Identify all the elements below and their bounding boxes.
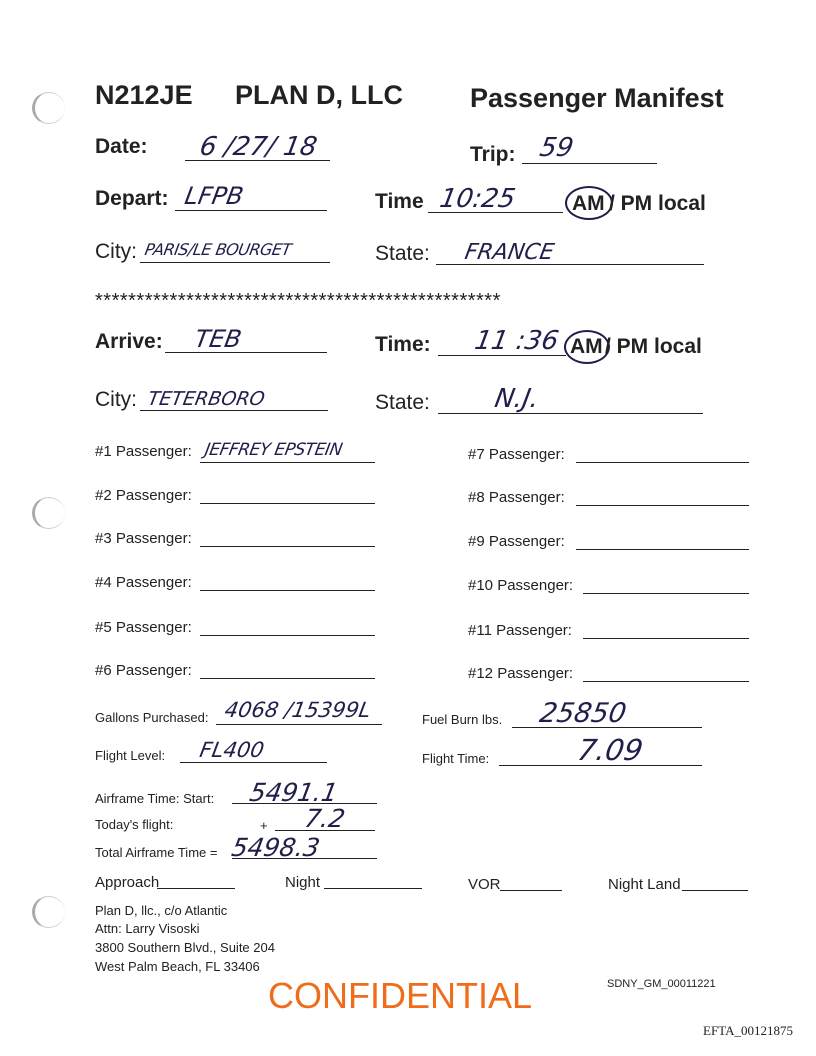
passenger-6-label: #6 Passenger: <box>95 662 192 679</box>
passenger-3-line <box>200 546 375 547</box>
arrive-value: TEB <box>192 325 244 353</box>
arrive-state-line <box>438 413 703 414</box>
depart-city-label: City: <box>95 240 137 263</box>
passenger-11-line <box>583 638 749 639</box>
todays-flight-plus: + <box>260 818 268 833</box>
passenger-4-label: #4 Passenger: <box>95 574 192 591</box>
address-line-4: West Palm Beach, FL 33406 <box>95 959 260 974</box>
trip-value: 59 <box>537 133 576 163</box>
binder-hole-middle <box>32 497 65 529</box>
trip-line <box>522 163 657 164</box>
arrive-am: AM <box>570 335 603 358</box>
depart-label: Depart: <box>95 187 169 210</box>
date-label: Date: <box>95 135 148 158</box>
depart-state-label: State: <box>375 242 430 265</box>
passenger-7-line <box>576 462 749 463</box>
flight-level-label: Flight Level: <box>95 748 166 763</box>
address-line-2: Attn: Larry Visoski <box>95 921 200 936</box>
passenger-1-value: JEFFREY EPSTEIN <box>203 440 344 460</box>
fuel-burn-value: 25850 <box>537 698 629 729</box>
flight-level-line <box>180 762 327 763</box>
gallons-line <box>216 724 382 725</box>
depart-city-value: PARIS/LE BOURGET <box>143 240 293 259</box>
airframe-start-label: Airframe Time: Start: <box>95 791 215 806</box>
company-name: PLAN D, LLC <box>235 80 403 110</box>
arrive-state-label: State: <box>375 391 430 414</box>
airframe-start-value: 5491.1 <box>247 778 341 807</box>
depart-am: AM <box>572 192 605 215</box>
binder-hole-bottom <box>32 896 65 928</box>
todays-flight-value: 7.2 <box>302 804 348 833</box>
passenger-1-line <box>200 462 375 463</box>
binder-hole-top <box>32 92 65 124</box>
arrive-pm-local: / PM local <box>605 335 702 358</box>
depart-pm-local: / PM local <box>609 192 706 215</box>
gallons-value: 4068 /15399L <box>222 698 373 722</box>
passenger-9-line <box>576 549 749 550</box>
passenger-12-label: #12 Passenger: <box>468 665 574 682</box>
flight-time-label: Flight Time: <box>422 751 490 766</box>
vor-label: VOR <box>468 876 501 893</box>
arrive-city-line <box>140 410 328 411</box>
approach-label: Approach <box>95 874 160 891</box>
depart-value: LFPB <box>182 182 246 210</box>
passenger-10-label: #10 Passenger: <box>468 577 574 594</box>
depart-time-label: Time <box>375 190 424 213</box>
passenger-12-line <box>583 681 749 682</box>
night-line <box>324 888 422 889</box>
trip-label: Trip: <box>470 143 516 166</box>
night-label: Night <box>285 874 321 891</box>
passenger-6-line <box>200 678 375 679</box>
passenger-11-label: #11 Passenger: <box>468 622 572 639</box>
confidential-stamp: CONFIDENTIAL <box>268 975 533 1016</box>
passenger-2-line <box>200 503 375 504</box>
bates-number: SDNY_GM_00011221 <box>607 978 716 990</box>
efta-number: EFTA_00121875 <box>703 1023 793 1038</box>
arrive-label: Arrive: <box>95 330 163 353</box>
address-line-3: 3800 Southern Blvd., Suite 204 <box>95 940 275 955</box>
depart-state-value: FRANCE <box>462 240 556 265</box>
arrive-state-value: N.J. <box>492 384 542 414</box>
arrive-city-label: City: <box>95 388 137 411</box>
separator-stars: ************************************************* <box>95 290 501 312</box>
document-title: Passenger Manifest <box>470 83 724 113</box>
passenger-3-label: #3 Passenger: <box>95 530 192 547</box>
approach-line <box>157 888 235 889</box>
passenger-8-line <box>576 505 749 506</box>
passenger-8-label: #8 Passenger: <box>468 489 565 506</box>
depart-city-line <box>140 262 330 263</box>
address-line-1: Plan D, llc., c/o Atlantic <box>95 903 228 918</box>
passenger-5-line <box>200 635 375 636</box>
arrive-line <box>165 352 327 353</box>
arrive-time-label: Time: <box>375 333 431 356</box>
passenger-2-label: #2 Passenger: <box>95 487 192 504</box>
passenger-9-label: #9 Passenger: <box>468 533 565 550</box>
passenger-7-label: #7 Passenger: <box>468 446 565 463</box>
arrive-city-value: TETERBORO <box>146 388 267 410</box>
passenger-10-line <box>583 593 749 594</box>
vor-line <box>500 890 562 891</box>
arrive-time-value: 11 :36 <box>472 326 561 356</box>
passenger-5-label: #5 Passenger: <box>95 619 192 636</box>
passenger-4-line <box>200 590 375 591</box>
gallons-label: Gallons Purchased: <box>95 710 209 725</box>
total-airframe-value: 5498.3 <box>229 833 323 862</box>
date-value: 6 /27/ 18 <box>197 132 320 162</box>
depart-time-value: 10:25 <box>437 184 518 214</box>
depart-line <box>175 210 327 211</box>
night-land-label: Night Land <box>608 876 681 893</box>
passenger-1-label: #1 Passenger: <box>95 443 192 460</box>
flight-level-value: FL400 <box>197 738 266 762</box>
flight-time-value: 7.09 <box>575 733 646 767</box>
tail-number: N212JE <box>95 80 193 110</box>
fuel-burn-label: Fuel Burn lbs. <box>422 712 503 727</box>
total-airframe-label: Total Airframe Time = <box>95 845 218 860</box>
todays-flight-label: Today's flight: <box>95 817 174 832</box>
night-land-line <box>682 890 748 891</box>
